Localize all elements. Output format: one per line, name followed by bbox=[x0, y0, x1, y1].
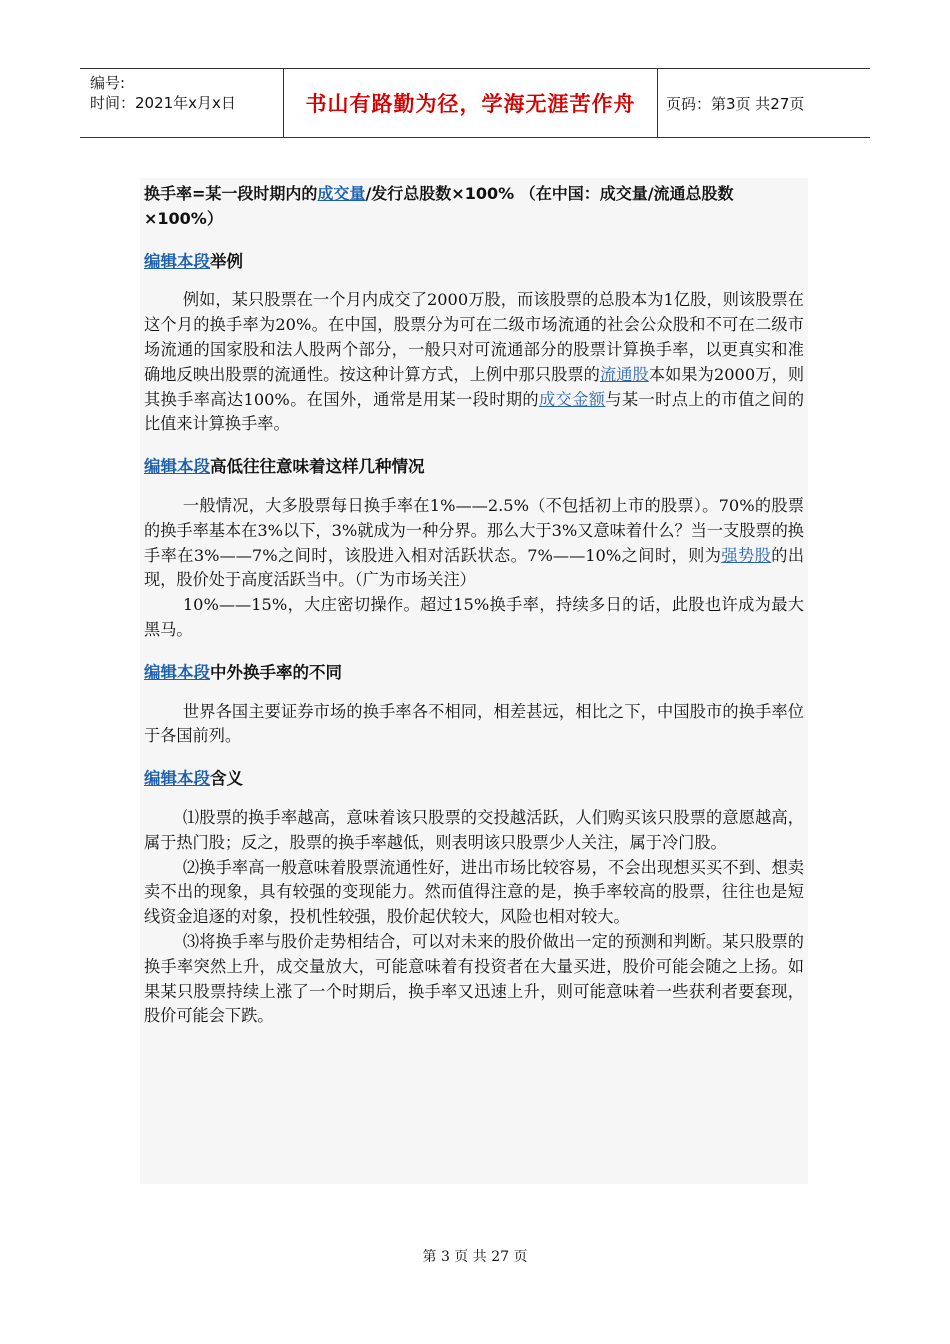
section-heading-meaning: 编辑本段含义 bbox=[144, 769, 243, 789]
header-meta bbox=[80, 69, 283, 137]
edit-section-link[interactable]: 编辑本段 bbox=[144, 662, 210, 682]
edit-section-link[interactable]: 编辑本段 bbox=[144, 251, 210, 271]
paragraph: ⑶将换手率与股价走势相结合，可以对未来的股价做出一定的预测和判断。某只股票的换手率突然上升，成交量放大，可能意味着有投资者在大量买进，股价可能会随之上扬。如果某只股票持续上涨了一个时期后，换手率又迅速上升，则可能意味着一些获利者要套现，股价可能会下跌。 bbox=[144, 931, 804, 1026]
paragraph: 一般情况，大多股票每日换手率在1%——2.5%（不包括初上市的股票）。70%的股票的换手率基本在3%以下，3%就成为一种分界。那么大于3%又意味着什么？当一支股票的换手率在3%——7%之间时，该股进入相对活跃状态。7%——10%之间时，则为强势股的出现，股价处于高度活跃当中。（广为市场关注） bbox=[144, 495, 805, 590]
header-page-label: 页码：第3页 共27页 bbox=[666, 94, 805, 113]
section-heading-comparison: 编辑本段中外换手率的不同 bbox=[144, 662, 342, 682]
number-label: 编号: bbox=[90, 74, 126, 92]
strong-stock-link[interactable]: 强势股 bbox=[721, 545, 772, 565]
edit-section-link[interactable]: 编辑本段 bbox=[144, 457, 210, 477]
paragraph: 世界各国主要证券市场的换手率各不相同，相差甚远，相比之下，中国股市的换手率位于各国前列。 bbox=[144, 701, 804, 746]
float-shares-link[interactable]: 流通股 bbox=[599, 364, 649, 384]
volume-link[interactable]: 成交量 bbox=[317, 184, 366, 203]
section-heading-example: 编辑本段举例 bbox=[144, 251, 243, 271]
turnover-amount-link[interactable]: 成交金额 bbox=[539, 389, 606, 409]
header-table bbox=[80, 68, 870, 138]
page-footer: 第 3 页 共 27 页 bbox=[422, 1249, 528, 1265]
edit-section-link[interactable]: 编辑本段 bbox=[144, 769, 210, 789]
header-motto: 书山有路勤为径，学海无涯苦作舟 bbox=[283, 69, 658, 137]
document-body bbox=[140, 178, 808, 1184]
section-heading-levels: 编辑本段高低往往意味着这样几种情况 bbox=[144, 457, 425, 477]
paragraph: ⑵换手率高一般意味着股票流通性好，进出市场比较容易，不会出现想买买不到、想卖卖不出的现象，具有较强的变现能力。然而值得注意的是，换手率较高的股票，往往也是短线资金追逐的对象，投机性较强，股价起伏较大，风险也相对较大。 bbox=[144, 857, 804, 927]
paragraph: ⑴股票的换手率越高，意味着该只股票的交投越活跃，人们购买该只股票的意愿越高，属于热门股；反之，股票的换手率越低，则表明该只股票少人关注，属于冷门股。 bbox=[144, 807, 804, 852]
paragraph: 10%——15%，大庄密切操作。超过15%换手率，持续多日的话，此股也许成为最大黑马。 bbox=[144, 595, 804, 639]
paragraph: 例如，某只股票在一个月内成交了2000万股，而该股票的总股本为1亿股，则该股票在这个月的换手率为20%。在中国，股票分为可在二级市场流通的社会公众股和不可在二级市场流通的国家股和法人股两个部分，一般只对可流通部分的股票计算换手率，以更真实和准确地反映出股票的流通性。按这种计算方式，上例中那只股票的流通股本如果为2000万，则其换手率高达100%。在国外，通常是用某一段时期的成交金额与某一时点上的市值之间的比值来计算换手率。 bbox=[144, 290, 805, 434]
turnover-formula: 换手率=某一段时期内的成交量/发行总股数×100% （在中国：成交量/流通总股数×100%） bbox=[144, 184, 734, 228]
date-label: 时间：2021年x月x日 bbox=[90, 94, 236, 112]
